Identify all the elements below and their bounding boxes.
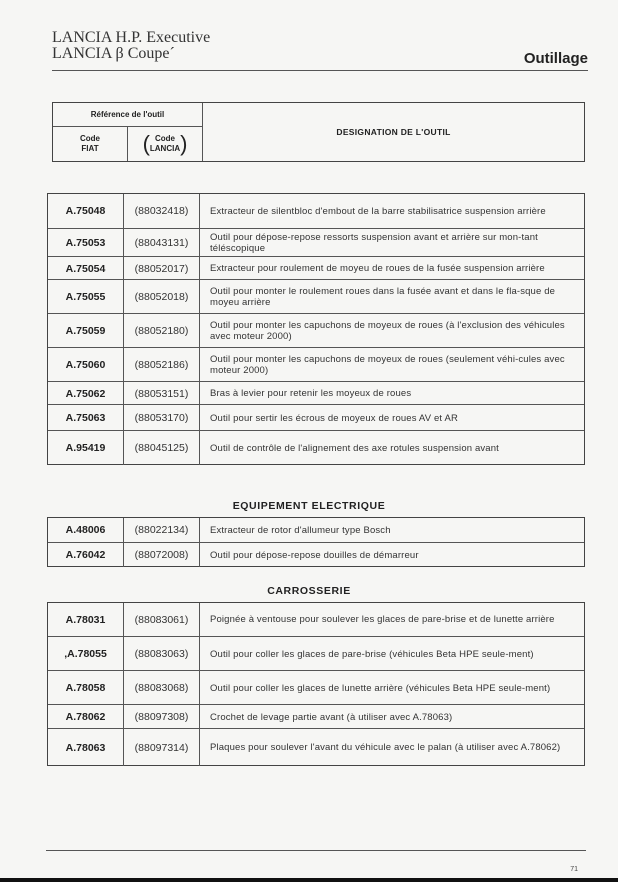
tool-code-fiat: A.75060 bbox=[48, 348, 124, 382]
code-fiat-header bbox=[53, 127, 128, 161]
tool-code-lancia: (88043131) bbox=[124, 229, 200, 257]
tool-code-fiat: A.48006 bbox=[48, 518, 124, 542]
tool-code-fiat: A.75063 bbox=[48, 405, 124, 431]
tool-designation: Outil pour coller les glaces de lunette arrière (véhicules Beta HPE seule-ment) bbox=[210, 682, 551, 694]
tool-table bbox=[47, 517, 585, 567]
tool-code-fiat: ,A.78055 bbox=[48, 637, 124, 671]
tool-code-lancia: (88083061) bbox=[124, 603, 200, 636]
tool-code-fiat: A.78058 bbox=[48, 671, 124, 705]
table-row bbox=[48, 603, 584, 636]
footer-rule bbox=[46, 850, 586, 851]
table-row bbox=[48, 279, 584, 314]
tool-code-lancia: (88022134) bbox=[124, 518, 200, 542]
table-row bbox=[48, 670, 584, 705]
title-line-1: LANCIA H.P. Executive bbox=[52, 29, 211, 46]
tool-code-fiat: A.75053 bbox=[48, 229, 124, 257]
tool-table bbox=[47, 602, 585, 766]
table-row bbox=[48, 704, 584, 729]
table-row bbox=[48, 347, 584, 382]
tool-table bbox=[47, 193, 585, 465]
code-lancia-line-2: LANCIA bbox=[149, 144, 181, 153]
table-row bbox=[48, 518, 584, 542]
tool-designation: Extracteur de rotor d'allumeur type Bosch bbox=[210, 524, 391, 536]
tool-designation: Extracteur pour roulement de moyeu de roues de la fusée suspension arrière bbox=[210, 263, 545, 274]
section-heading: EQUIPEMENT ELECTRIQUE bbox=[232, 500, 386, 512]
tool-code-lancia: (88083068) bbox=[124, 671, 200, 705]
column-header-table bbox=[52, 102, 585, 162]
code-lancia-header bbox=[128, 127, 203, 161]
document-title bbox=[52, 30, 210, 62]
tool-code-lancia: (88097314) bbox=[124, 729, 200, 766]
tool-code-fiat: A.75055 bbox=[48, 280, 124, 314]
section-title: Outillage bbox=[523, 50, 588, 67]
tool-designation: Outil pour monter le roulement roues dans la fusée avant et dans le fla-sque de moyeu arrière bbox=[210, 286, 556, 308]
section-heading: CARROSSERIE bbox=[267, 585, 351, 597]
tool-code-lancia: (88032418) bbox=[124, 194, 200, 228]
tool-code-lancia: (88052186) bbox=[124, 348, 200, 382]
table-row bbox=[48, 228, 584, 257]
tool-designation: Outil pour monter les capuchons de moyeux de roues (à l'exclusion des véhicules avec moteur 2000) bbox=[210, 320, 565, 342]
table-row bbox=[48, 313, 584, 348]
table-row bbox=[48, 194, 584, 228]
tool-designation: Outil pour dépose-repose ressorts suspension avant et arrière sur mon-tant téléscopique bbox=[210, 232, 538, 254]
right-paren: ) bbox=[180, 131, 188, 156]
tool-code-fiat: A.95419 bbox=[48, 431, 124, 465]
table-row bbox=[48, 256, 584, 280]
left-paren: ( bbox=[142, 131, 150, 156]
reference-header: Référence de l'outil bbox=[53, 103, 203, 127]
tool-code-fiat: A.75059 bbox=[48, 314, 124, 348]
tool-designation: Outil pour monter les capuchons de moyeux de roues (seulement véhi-cules avec moteur 2000) bbox=[210, 354, 565, 376]
header-rule bbox=[52, 70, 588, 71]
tool-code-lancia: (88052180) bbox=[124, 314, 200, 348]
tool-code-lancia: (88053170) bbox=[124, 405, 200, 431]
tool-code-fiat: A.75062 bbox=[48, 382, 124, 405]
table-row bbox=[48, 636, 584, 671]
table-row bbox=[48, 381, 584, 405]
tool-code-fiat: A.78031 bbox=[48, 603, 124, 636]
title-line-2: LANCIA β Coupe´ bbox=[52, 45, 175, 62]
table-row bbox=[48, 404, 584, 431]
code-lancia-line-1: Code bbox=[155, 134, 175, 143]
tool-designation: Outil pour dépose-repose douilles de démarreur bbox=[210, 549, 419, 561]
table-row bbox=[48, 430, 584, 465]
tool-code-lancia: (88097308) bbox=[124, 705, 200, 729]
designation-header: DESIGNATION DE L'OUTIL bbox=[336, 127, 451, 137]
tool-designation: Outil de contrôle de l'alignement des axe rotules suspension avant bbox=[210, 442, 499, 454]
tool-designation: Outil pour coller les glaces de pare-brise (véhicules Beta HPE seule-ment) bbox=[210, 648, 534, 660]
table-row bbox=[48, 542, 584, 567]
tool-designation: Bras à levier pour retenir les moyeux de roues bbox=[210, 388, 412, 399]
tool-code-lancia: (88052017) bbox=[124, 257, 200, 280]
tool-code-lancia: (88053151) bbox=[124, 382, 200, 405]
tool-code-fiat: A.75054 bbox=[48, 257, 124, 280]
code-lancia-label bbox=[150, 134, 180, 154]
tool-code-fiat: A.76042 bbox=[48, 543, 124, 567]
tool-designation: Poignée à ventouse pour soulever les glaces de pare-brise et de lunette arrière bbox=[210, 614, 555, 625]
scan-edge bbox=[0, 878, 618, 882]
code-fiat-label: Code FIAT bbox=[80, 134, 100, 153]
tool-designation: Crochet de levage partie avant (à utiliser avec A.78063) bbox=[210, 711, 453, 723]
tool-code-lancia: (88045125) bbox=[124, 431, 200, 465]
tool-code-lancia: (88083063) bbox=[124, 637, 200, 671]
tool-code-fiat: A.75048 bbox=[48, 194, 124, 228]
tool-code-fiat: A.78062 bbox=[48, 705, 124, 729]
tool-code-lancia: (88072008) bbox=[124, 543, 200, 567]
tool-designation: Extracteur de silentbloc d'embout de la barre stabilisatrice suspension arrière bbox=[210, 205, 546, 217]
tool-code-fiat: A.78063 bbox=[48, 729, 124, 766]
tool-designation: Plaques pour soulever l'avant du véhicule avec le palan (à utiliser avec A.78062) bbox=[210, 742, 561, 753]
page-number: 71 bbox=[570, 866, 578, 873]
table-row bbox=[48, 728, 584, 766]
tool-designation: Outil pour sertir les écrous de moyeux de roues AV et AR bbox=[210, 412, 458, 424]
tool-code-lancia: (88052018) bbox=[124, 280, 200, 314]
